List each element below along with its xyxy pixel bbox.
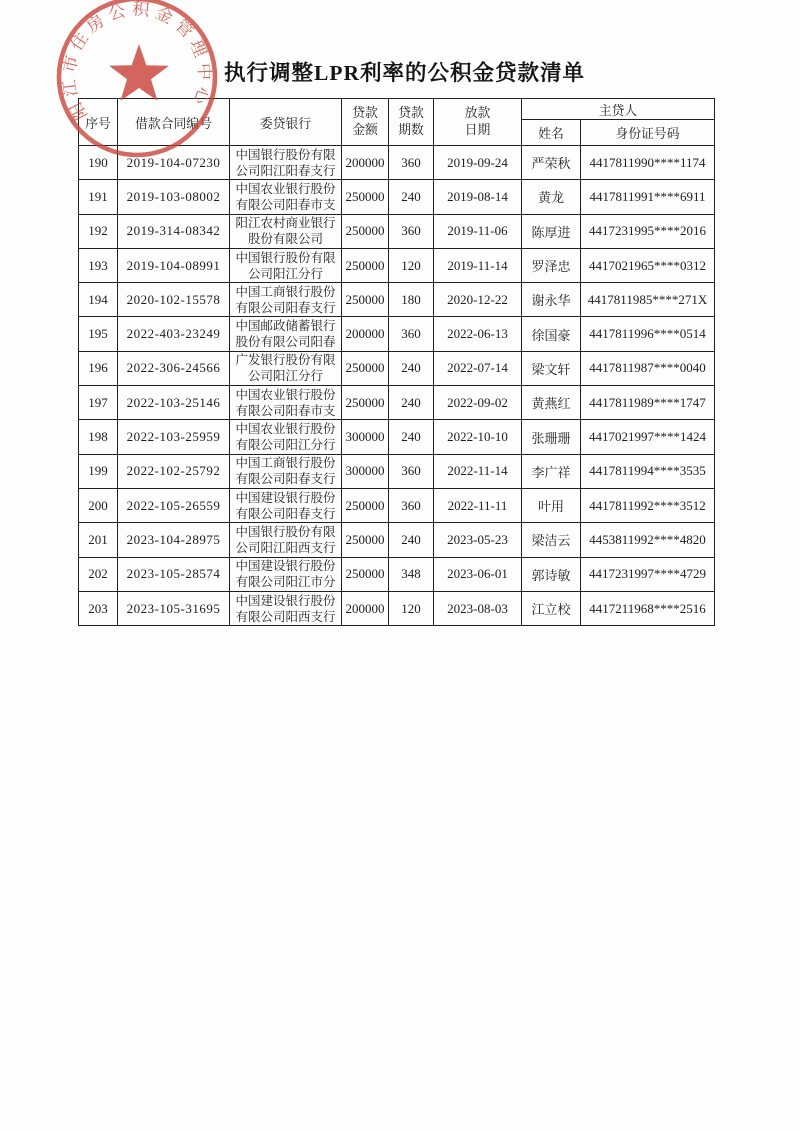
cell-seq: 203 bbox=[79, 591, 118, 625]
cell-date: 2022-10-10 bbox=[434, 420, 522, 454]
cell-bank bbox=[230, 146, 342, 180]
cell-contract: 2022-306-24566 bbox=[118, 351, 230, 385]
cell-periods: 360 bbox=[389, 214, 434, 248]
cell-id_number: 4417211968****2516 bbox=[581, 591, 715, 625]
bank-name-text: 中国农业银行股份有限公司阳江分行 bbox=[235, 422, 336, 453]
bank-name-text: 中国工商银行股份有限公司阳春支行 bbox=[235, 456, 336, 487]
cell-id_number: 4453811992****4820 bbox=[581, 523, 715, 557]
bank-name-text: 中国农业银行股份有限公司阳春市支 bbox=[235, 181, 336, 212]
cell-amount: 250000 bbox=[342, 248, 389, 282]
cell-id_number: 4417811994****3535 bbox=[581, 454, 715, 488]
cell-contract: 2019-104-07230 bbox=[118, 146, 230, 180]
loan-table bbox=[78, 98, 715, 626]
col-header-date bbox=[434, 99, 522, 146]
col-header-bank: 委贷银行 bbox=[230, 99, 342, 146]
cell-name: 梁洁云 bbox=[522, 523, 581, 557]
cell-id_number: 4417811996****0514 bbox=[581, 317, 715, 351]
cell-name: 黄燕红 bbox=[522, 386, 581, 420]
cell-id_number: 4417811990****1174 bbox=[581, 146, 715, 180]
cell-periods: 360 bbox=[389, 317, 434, 351]
cell-contract: 2023-104-28975 bbox=[118, 523, 230, 557]
cell-date: 2019-08-14 bbox=[434, 180, 522, 214]
cell-name: 叶用 bbox=[522, 488, 581, 522]
cell-periods: 120 bbox=[389, 591, 434, 625]
cell-id_number: 4417811987****0040 bbox=[581, 351, 715, 385]
cell-seq: 194 bbox=[79, 283, 118, 317]
cell-id_number: 4417021965****0312 bbox=[581, 248, 715, 282]
col-header-date-label: 放款日期 bbox=[464, 106, 491, 137]
bank-name-text: 中国邮政储蓄银行股份有限公司阳春 bbox=[235, 319, 336, 350]
table-row bbox=[79, 386, 715, 420]
cell-periods: 240 bbox=[389, 386, 434, 420]
cell-amount: 250000 bbox=[342, 557, 389, 591]
cell-seq: 197 bbox=[79, 386, 118, 420]
table-row bbox=[79, 523, 715, 557]
cell-periods: 120 bbox=[389, 248, 434, 282]
cell-bank bbox=[230, 454, 342, 488]
cell-name: 李广祥 bbox=[522, 454, 581, 488]
table-row bbox=[79, 591, 715, 625]
cell-date: 2020-12-22 bbox=[434, 283, 522, 317]
cell-bank bbox=[230, 523, 342, 557]
cell-id_number: 4417811991****6911 bbox=[581, 180, 715, 214]
cell-periods: 348 bbox=[389, 557, 434, 591]
cell-periods: 360 bbox=[389, 146, 434, 180]
cell-contract: 2022-102-25792 bbox=[118, 454, 230, 488]
cell-name: 梁文轩 bbox=[522, 351, 581, 385]
bank-name-text: 中国银行股份有限公司阳江分行 bbox=[235, 250, 336, 281]
table-row bbox=[79, 420, 715, 454]
cell-contract: 2023-105-28574 bbox=[118, 557, 230, 591]
cell-periods: 360 bbox=[389, 488, 434, 522]
cell-seq: 192 bbox=[79, 214, 118, 248]
cell-id_number: 4417021997****1424 bbox=[581, 420, 715, 454]
cell-bank bbox=[230, 214, 342, 248]
cell-amount: 200000 bbox=[342, 591, 389, 625]
cell-name: 江立校 bbox=[522, 591, 581, 625]
cell-date: 2023-05-23 bbox=[434, 523, 522, 557]
table-row bbox=[79, 283, 715, 317]
cell-name: 黄龙 bbox=[522, 180, 581, 214]
bank-name-text: 中国建设银行股份有限公司阳西支行 bbox=[235, 593, 336, 624]
cell-contract: 2019-104-08991 bbox=[118, 248, 230, 282]
cell-seq: 198 bbox=[79, 420, 118, 454]
cell-id_number: 4417231997****4729 bbox=[581, 557, 715, 591]
cell-contract: 2019-314-08342 bbox=[118, 214, 230, 248]
cell-name: 张珊珊 bbox=[522, 420, 581, 454]
cell-contract: 2022-103-25146 bbox=[118, 386, 230, 420]
table-row bbox=[79, 488, 715, 522]
cell-id_number: 4417811989****1747 bbox=[581, 386, 715, 420]
cell-bank bbox=[230, 351, 342, 385]
cell-bank bbox=[230, 488, 342, 522]
cell-name: 郭诗敏 bbox=[522, 557, 581, 591]
cell-periods: 360 bbox=[389, 454, 434, 488]
cell-bank bbox=[230, 557, 342, 591]
header-row-top bbox=[79, 99, 715, 120]
col-header-periods-label: 贷款期数 bbox=[398, 106, 424, 137]
cell-amount: 250000 bbox=[342, 180, 389, 214]
bank-name-text: 中国建设银行股份有限公司阳江市分 bbox=[235, 559, 336, 590]
loan-table-container bbox=[78, 98, 715, 626]
page-title: 执行调整LPR利率的公积金贷款清单 bbox=[224, 61, 586, 85]
cell-contract: 2022-105-26559 bbox=[118, 488, 230, 522]
col-header-borrower-group: 主贷人 bbox=[522, 99, 715, 120]
cell-amount: 300000 bbox=[342, 454, 389, 488]
cell-periods: 240 bbox=[389, 523, 434, 557]
cell-bank bbox=[230, 180, 342, 214]
bank-name-text: 中国工商银行股份有限公司阳春支行 bbox=[235, 284, 336, 315]
cell-name: 谢永华 bbox=[522, 283, 581, 317]
cell-seq: 200 bbox=[79, 488, 118, 522]
cell-amount: 250000 bbox=[342, 283, 389, 317]
table-row bbox=[79, 317, 715, 351]
cell-seq: 190 bbox=[79, 146, 118, 180]
cell-date: 2019-11-06 bbox=[434, 214, 522, 248]
seal-star-icon bbox=[109, 44, 169, 101]
col-header-contract: 借款合同编号 bbox=[118, 99, 230, 146]
bank-name-text: 广发银行股份有限公司阳江分行 bbox=[235, 353, 336, 384]
cell-bank bbox=[230, 591, 342, 625]
cell-date: 2023-08-03 bbox=[434, 591, 522, 625]
table-row bbox=[79, 248, 715, 282]
cell-date: 2022-09-02 bbox=[434, 386, 522, 420]
cell-amount: 300000 bbox=[342, 420, 389, 454]
cell-seq: 193 bbox=[79, 248, 118, 282]
cell-periods: 180 bbox=[389, 283, 434, 317]
table-row bbox=[79, 454, 715, 488]
cell-id_number: 4417811985****271X bbox=[581, 283, 715, 317]
cell-bank bbox=[230, 420, 342, 454]
table-row bbox=[79, 557, 715, 591]
col-header-amount bbox=[342, 99, 389, 146]
col-header-amount-label: 贷款金额 bbox=[352, 106, 378, 137]
cell-seq: 201 bbox=[79, 523, 118, 557]
loan-table-body bbox=[79, 146, 715, 626]
bank-name-text: 中国银行股份有限公司阳江阳西支行 bbox=[235, 524, 336, 555]
cell-id_number: 4417231995****2016 bbox=[581, 214, 715, 248]
cell-contract: 2022-403-23249 bbox=[118, 317, 230, 351]
cell-date: 2023-06-01 bbox=[434, 557, 522, 591]
cell-date: 2022-11-14 bbox=[434, 454, 522, 488]
col-header-seq: 序号 bbox=[79, 99, 118, 146]
cell-name: 罗泽忠 bbox=[522, 248, 581, 282]
cell-seq: 196 bbox=[79, 351, 118, 385]
bank-name-text: 中国建设银行股份有限公司阳春支行 bbox=[235, 490, 336, 521]
table-row bbox=[79, 146, 715, 180]
cell-id_number: 4417811992****3512 bbox=[581, 488, 715, 522]
cell-date: 2022-06-13 bbox=[434, 317, 522, 351]
cell-contract: 2022-103-25959 bbox=[118, 420, 230, 454]
bank-name-text: 中国银行股份有限公司阳江阳春支行 bbox=[235, 147, 336, 178]
cell-contract: 2019-103-08002 bbox=[118, 180, 230, 214]
cell-bank bbox=[230, 248, 342, 282]
table-row bbox=[79, 214, 715, 248]
cell-amount: 250000 bbox=[342, 488, 389, 522]
table-row bbox=[79, 351, 715, 385]
cell-seq: 199 bbox=[79, 454, 118, 488]
cell-amount: 200000 bbox=[342, 317, 389, 351]
cell-name: 严荣秋 bbox=[522, 146, 581, 180]
table-row bbox=[79, 180, 715, 214]
cell-date: 2022-07-14 bbox=[434, 351, 522, 385]
seal-arc-text: 阳江市住房公积金管理中心 bbox=[59, 0, 215, 123]
cell-amount: 250000 bbox=[342, 523, 389, 557]
cell-contract: 2023-105-31695 bbox=[118, 591, 230, 625]
cell-amount: 250000 bbox=[342, 386, 389, 420]
cell-seq: 202 bbox=[79, 557, 118, 591]
cell-contract: 2020-102-15578 bbox=[118, 283, 230, 317]
cell-seq: 191 bbox=[79, 180, 118, 214]
cell-amount: 250000 bbox=[342, 351, 389, 385]
bank-name-text: 阳江农村商业银行股份有限公司 bbox=[235, 216, 336, 247]
cell-periods: 240 bbox=[389, 420, 434, 454]
cell-amount: 200000 bbox=[342, 146, 389, 180]
cell-name: 陈厚进 bbox=[522, 214, 581, 248]
cell-seq: 195 bbox=[79, 317, 118, 351]
cell-bank bbox=[230, 283, 342, 317]
cell-bank bbox=[230, 386, 342, 420]
cell-amount: 250000 bbox=[342, 214, 389, 248]
cell-name: 徐国豪 bbox=[522, 317, 581, 351]
cell-bank bbox=[230, 317, 342, 351]
cell-date: 2019-11-14 bbox=[434, 248, 522, 282]
cell-periods: 240 bbox=[389, 180, 434, 214]
cell-date: 2019-09-24 bbox=[434, 146, 522, 180]
cell-periods: 240 bbox=[389, 351, 434, 385]
cell-date: 2022-11-11 bbox=[434, 488, 522, 522]
col-header-name: 姓名 bbox=[522, 120, 581, 146]
col-header-periods bbox=[389, 99, 434, 146]
col-header-id-number: 身份证号码 bbox=[581, 120, 715, 146]
loan-table-header bbox=[79, 99, 715, 146]
bank-name-text: 中国农业银行股份有限公司阳春市支 bbox=[235, 387, 336, 418]
